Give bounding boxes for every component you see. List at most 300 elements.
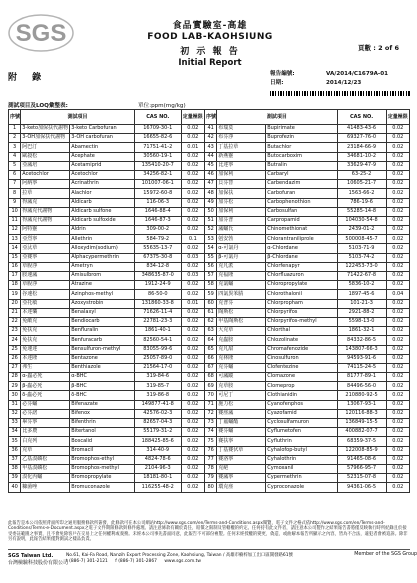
item-cn: 免扶克 <box>21 327 70 336</box>
row-no: 26 <box>9 354 21 363</box>
cas-no-2: 81777-89-1 <box>337 373 386 382</box>
table-row <box>9 299 410 308</box>
loq-2: 0.02 <box>386 299 409 308</box>
row-no: 13 <box>9 235 21 244</box>
item-en-2: Chlorothalonil <box>266 290 337 299</box>
row-no: 30 <box>9 391 21 400</box>
company-address: No.61, Kai-Fa Road, Nanzih Export Processing Zone, Kaohsiung, Taiwan / 高雄市楠梓加工出口區開發路61號 <box>66 553 293 558</box>
row-no-2: 54 <box>205 244 217 253</box>
row-no-2: 74 <box>205 428 217 437</box>
item-cn-2: 賽座滅 <box>217 409 266 418</box>
row-no: 29 <box>9 382 21 391</box>
loq: 0.02 <box>181 180 204 189</box>
cas-no-2: 120116-88-3 <box>337 409 386 418</box>
item-en-2: Butocarboxim <box>266 152 337 161</box>
row-no: 27 <box>9 363 21 372</box>
cas-no: 25057-89-0 <box>134 354 181 363</box>
loq: 0.02 <box>181 391 204 400</box>
loq-summary-label: 測試項目及LOQ彙整表: <box>8 103 68 109</box>
item-cn: δ-蟲必死 <box>21 391 70 400</box>
row-no-2: 57 <box>205 272 217 281</box>
row-no-2: 52 <box>205 226 217 235</box>
table-row <box>9 446 410 455</box>
loq: 0.02 <box>181 428 204 437</box>
item-cn-2: 丁基拉草 <box>217 143 266 152</box>
item-en-2: Cypermethrin <box>266 474 337 483</box>
loq-2: 0.02 <box>386 152 409 161</box>
row-no-2: 58 <box>205 281 217 290</box>
item-en-2: Butralin <box>266 161 337 170</box>
report-meta <box>270 70 388 88</box>
loq: 0.02 <box>181 262 204 271</box>
row-no: 15 <box>9 253 21 262</box>
item-en: Atrazine <box>70 281 135 290</box>
loq: 0.02 <box>181 207 204 216</box>
item-cn: 弗生 <box>21 363 70 372</box>
loq-2: 0.02 <box>386 143 409 152</box>
item-en: Allethrin <box>70 235 135 244</box>
item-cn-2: 加芬松 <box>217 198 266 207</box>
cas-no-2: 400882-07-7 <box>337 428 386 437</box>
item-en: Alloxydim(sodium) <box>70 244 135 253</box>
item-en: Ametryn <box>70 262 135 271</box>
item-cn: 得滅克 <box>21 198 70 207</box>
cas-no: 55179-31-2 <box>134 428 181 437</box>
col-header-no: 序號 <box>9 110 21 125</box>
loq-2: 0.02 <box>386 170 409 179</box>
table-row <box>9 198 410 207</box>
table-row <box>9 262 410 271</box>
row-no-2: 78 <box>205 464 217 473</box>
item-en: Bifenox <box>70 409 135 418</box>
footer-company <box>8 553 68 566</box>
row-no-2: 44 <box>205 152 217 161</box>
item-en-2: Carbofuran <box>266 189 337 198</box>
item-cn-2: 丁基賽伏草 <box>217 446 266 455</box>
row-no-2: 41 <box>205 125 217 134</box>
cas-no-2: 13067-93-1 <box>337 400 386 409</box>
item-cn: 糠菌唑 <box>21 483 70 492</box>
item-cn: β-蟲必死 <box>21 382 70 391</box>
loq-2: 0.02 <box>386 382 409 391</box>
cas-no-2: 2439-01-2 <box>337 226 386 235</box>
table-row <box>9 363 410 372</box>
table-row <box>9 336 410 345</box>
loq: 0.01 <box>181 299 204 308</box>
disclaimer-text: 此報告是本公司依照背面所印之通用服務條款所簽發，此條款可在本公司網站http://www.sgs.com/en/Terms-and-Conditions.aspx閱覽，電子文件之格式依http://www.sgs.com/en/Terms-and-Conditions/Terms-e-Document.aspx之電子文件期限條款與條件處理。請注意條款有關於責任、賠償之限制及管轄權的約定。任何持有此文件者，請注意本公司製作之結果報告書將僅反映執行時所紀錄且於接受委託範圍之事實，且不會免除客戶在交易上之任何權利或義務。未經本公司事先書面同意，此報告不可部份複製。任何未經授權的變更、偽造、或曲解本報告所顯示之內容，皆為不合法，違犯者會被追訴。除非另有說明，此報告結果僅對測試之樣品負責。 <box>8 521 408 543</box>
cas-no-2: 55285-14-8 <box>337 207 386 216</box>
loq-2: 0.02 <box>386 262 409 271</box>
cas-no-2: 104030-54-8 <box>337 216 386 225</box>
item-en-2: Carbophenothion <box>266 198 337 207</box>
item-cn-2: 克蟲胺 <box>217 336 266 345</box>
cas-no-2: 1861-32-1 <box>337 327 386 336</box>
cas-no-2: 63-25-2 <box>337 170 386 179</box>
loq-2: 0.02 <box>386 226 409 235</box>
item-cn: Acetochlor <box>21 170 70 179</box>
item-en-2: Buprofezin <box>266 134 337 143</box>
item-en-2: Chloropropylate <box>266 281 337 290</box>
cas-no: 42576-02-3 <box>134 409 181 418</box>
row-no-2: 51 <box>205 216 217 225</box>
cas-no: 34256-82-1 <box>134 170 181 179</box>
cas-no: 15972-60-8 <box>134 189 181 198</box>
cas-no-2: 143807-66-3 <box>337 345 386 354</box>
row-no: 24 <box>9 336 21 345</box>
table-row <box>9 474 410 483</box>
item-en: α-BHC <box>70 373 135 382</box>
loq-2: 0.02 <box>386 446 409 455</box>
table-row <box>9 290 410 299</box>
item-en: Acrinathrin <box>70 180 135 189</box>
cas-no: 319-84-6 <box>134 373 181 382</box>
item-en-2: Cyfluthrin <box>266 437 337 446</box>
item-en-2: Chlorfluazuron <box>266 272 337 281</box>
row-no: 9 <box>9 198 21 207</box>
col-header-item: 測試項目 <box>21 110 135 125</box>
loq: 0.02 <box>181 281 204 290</box>
loq-2: 0.02 <box>386 189 409 198</box>
cas-no: 30560-19-1 <box>134 152 181 161</box>
item-cn: 阿納寧 <box>21 180 70 189</box>
row-no-2: 42 <box>205 134 217 143</box>
cas-no: 67375-30-8 <box>134 253 181 262</box>
loq: 0.02 <box>181 152 204 161</box>
loq: 0.02 <box>181 161 204 170</box>
loq: 0.01 <box>181 143 204 152</box>
row-no: 32 <box>9 409 21 418</box>
item-cn-2: 新燕靈 <box>217 152 266 161</box>
table-row <box>9 419 410 428</box>
item-cn: 亞汰草 <box>21 244 70 253</box>
item-cn: 本達樂 <box>21 308 70 317</box>
row-no: 39 <box>9 474 21 483</box>
loq: 0.02 <box>181 345 204 354</box>
cas-no: 319-85-7 <box>134 382 181 391</box>
row-no: 35 <box>9 437 21 446</box>
item-cn-2: 滅蟎氏 <box>217 226 266 235</box>
row-no-2: 66 <box>205 354 217 363</box>
item-en-2: Clothianidin <box>266 391 337 400</box>
item-en: Bifenazate <box>70 400 135 409</box>
row-no: 21 <box>9 308 21 317</box>
item-en: Bromacil <box>70 446 135 455</box>
item-en: Acetochlor <box>70 170 135 179</box>
item-en-2: α-Chlordane <box>266 244 337 253</box>
item-en-2: Cyproconazole <box>266 483 337 492</box>
row-no: 31 <box>9 400 21 409</box>
loq: 0.02 <box>181 373 204 382</box>
col-header-item-2: 測試項目 <box>217 110 337 125</box>
item-cn-2: 比達寧 <box>217 161 266 170</box>
table-row <box>9 308 410 317</box>
row-no-2: 49 <box>205 198 217 207</box>
loq-2: 0.02 <box>386 244 409 253</box>
cas-no-2: 34681-10-2 <box>337 152 386 161</box>
row-no: 3 <box>9 143 21 152</box>
loq-2: 0.02 <box>386 327 409 336</box>
item-cn-2: α-可氯丹 <box>217 244 266 253</box>
row-no: 2 <box>9 134 21 143</box>
loq-2: 0.02 <box>386 336 409 345</box>
company-website[interactable]: www.sgs.com.tw <box>164 558 201 564</box>
item-cn: 胺速滅 <box>21 272 70 281</box>
item-cn: 亞烈寧 <box>21 235 70 244</box>
item-cn-2: 加保扶 <box>217 189 266 198</box>
row-no: 1 <box>9 125 21 134</box>
table-row <box>9 409 410 418</box>
table-row <box>9 354 410 363</box>
item-en: Acephate <box>70 152 135 161</box>
cas-no: 1912-24-9 <box>134 281 181 290</box>
col-header-cas: CAS NO. <box>134 110 181 125</box>
cas-no-2: 23184-66-9 <box>337 143 386 152</box>
item-en: Boscalid <box>70 437 135 446</box>
loq: 0.02 <box>181 400 204 409</box>
row-no: 25 <box>9 345 21 354</box>
item-en: δ-BHC <box>70 391 135 400</box>
item-en-2: Cymoxanil <box>266 464 337 473</box>
cas-no: 584-79-2 <box>134 235 181 244</box>
item-cn: 免敵克 <box>21 317 70 326</box>
item-en: Bromopropylate <box>70 474 135 483</box>
cas-no-2: 786-19-6 <box>337 198 386 207</box>
item-en: Aldicarb <box>70 198 135 207</box>
cas-no: 2104-96-3 <box>134 464 181 473</box>
row-no: 28 <box>9 373 21 382</box>
row-no-2: 76 <box>205 446 217 455</box>
cas-no: 55635-13-7 <box>134 244 181 253</box>
company-fax: f (886-7) 301-2867 <box>115 558 157 564</box>
loq-2: 0.02 <box>386 317 409 326</box>
item-en-2: Cyazofamid <box>266 409 337 418</box>
item-en: Alphacypermethrin <box>70 253 135 262</box>
loq-2: 0.02 <box>386 428 409 437</box>
item-cn-2: 克林隆 <box>217 354 266 363</box>
item-en: Azinphos-methyl <box>70 290 135 299</box>
item-en-2: Chinomethionat <box>266 226 337 235</box>
loq-2: 0.02 <box>386 363 409 372</box>
table-row <box>9 161 410 170</box>
item-en-2: Chlorfenapyr <box>266 262 337 271</box>
item-en: Benthiazole <box>70 363 135 372</box>
cas-no-2: 41483-43-6 <box>337 125 386 134</box>
loq-table <box>8 109 410 493</box>
item-cn: 亞賽寧 <box>21 253 70 262</box>
loq-2: 0.02 <box>386 207 409 216</box>
row-no-2: 45 <box>205 161 217 170</box>
table-row <box>9 345 410 354</box>
row-no-2: 56 <box>205 262 217 271</box>
item-cn-2: 可尼丁 <box>217 391 266 400</box>
item-cn: 畢芬寧 <box>21 419 70 428</box>
item-en-2: Cyhalofop-butyl <box>266 446 337 455</box>
item-cn-2: 陶斯松 <box>217 308 266 317</box>
item-cn-2: 可滅蹤 <box>217 373 266 382</box>
cas-no-2: 1563-66-2 <box>337 189 386 198</box>
title-cn: 食品實驗室-高雄 <box>172 21 248 31</box>
loq: 0.02 <box>181 226 204 235</box>
table-row <box>9 455 410 464</box>
item-cn: 克草 <box>21 446 70 455</box>
row-no-2: 72 <box>205 409 217 418</box>
sgs-logo <box>8 14 74 52</box>
cas-no-2: 52315-07-8 <box>337 474 386 483</box>
item-en-2: Chlorpyrifos-methyl <box>266 317 337 326</box>
item-en: Azoxystrobin <box>70 299 135 308</box>
table-row <box>9 382 410 391</box>
item-en: Benalaxyl <box>70 308 135 317</box>
cas-no: 71626-11-4 <box>134 308 181 317</box>
item-en-2: Chlorantraniliprole <box>266 235 337 244</box>
item-cn-2: 貝芬替 <box>217 180 266 189</box>
row-no: 12 <box>9 226 21 235</box>
row-no: 17 <box>9 272 21 281</box>
cas-no: 1646-87-3 <box>134 216 181 225</box>
cas-no: 314-40-9 <box>134 446 181 455</box>
cas-no-2: 10605-21-7 <box>337 180 386 189</box>
loq-2: 0.02 <box>386 437 409 446</box>
row-no-2: 80 <box>205 483 217 492</box>
item-cn: 草脫淨 <box>21 262 70 271</box>
row-no: 19 <box>9 290 21 299</box>
item-cn: 必芬蟎 <box>21 400 70 409</box>
loq: 0.02 <box>181 455 204 464</box>
loq-2: 0.02 <box>386 373 409 382</box>
report-type-cn: 初 示 報 告 <box>180 47 240 57</box>
cas-no: 1861-40-1 <box>134 327 181 336</box>
company-name-cn: 台灣檢驗科技股份有限公司 <box>8 560 69 566</box>
row-no: 37 <box>9 455 21 464</box>
table-row <box>9 152 410 161</box>
table-row <box>9 189 410 198</box>
table-row <box>9 207 410 216</box>
cas-no: 22781-23-3 <box>134 317 181 326</box>
cas-no-2: 500008-45-7 <box>337 235 386 244</box>
table-row <box>9 226 410 235</box>
cas-no-2: 94593-91-6 <box>337 354 386 363</box>
loq: 0.02 <box>181 244 204 253</box>
loq-2: 0.04 <box>386 290 409 299</box>
item-en-2: Chromafenozide <box>266 345 337 354</box>
row-no-2: 55 <box>205 253 217 262</box>
col-header-cas-2: CAS NO. <box>337 110 386 125</box>
item-cn: 溴化丙蟎 <box>21 474 70 483</box>
item-en: 3-keto Carbofuran <box>70 125 135 134</box>
cas-no: 16655-82-6 <box>134 134 181 143</box>
loq-2: 0.02 <box>386 419 409 428</box>
item-cn-2: 克芬蟎 <box>217 363 266 372</box>
item-cn: 甲基溴磷松 <box>21 464 70 473</box>
loq: 0.02 <box>181 354 204 363</box>
cas-no-2: 71422-67-8 <box>337 272 386 281</box>
loq-2: 0.02 <box>386 409 409 418</box>
item-en: Benfuracarb <box>70 336 135 345</box>
row-no: 34 <box>9 428 21 437</box>
item-cn: 必芬諾 <box>21 409 70 418</box>
cas-no: 348635-87-0 <box>134 272 181 281</box>
loq-2: 0.02 <box>386 474 409 483</box>
item-cn: 歐殺松 <box>21 152 70 161</box>
cas-no: 86-50-0 <box>134 290 181 299</box>
item-cn: 乙基溴磷松 <box>21 455 70 464</box>
row-no: 6 <box>9 170 21 179</box>
item-cn: 比多農 <box>21 428 70 437</box>
row-no-2: 59 <box>205 290 217 299</box>
loq: 0.02 <box>181 308 204 317</box>
row-no-2: 64 <box>205 336 217 345</box>
item-cn-2: 賽芬蟎 <box>217 428 266 437</box>
cas-no-2: 5103-74-2 <box>337 253 386 262</box>
item-en-2: Bupirimate <box>266 125 337 134</box>
loq: 0.02 <box>181 437 204 446</box>
item-cn-2: 賽滅寧 <box>217 474 266 483</box>
loq: 0.02 <box>181 446 204 455</box>
item-cn: 得滅克代謝物 <box>21 207 70 216</box>
cas-no-2: 94361-06-5 <box>337 483 386 492</box>
item-cn-2: 加芬普 <box>217 216 266 225</box>
table-row <box>9 125 410 134</box>
loq-2: 0.02 <box>386 455 409 464</box>
item-en: Aldrin <box>70 226 135 235</box>
cas-no: 309-00-2 <box>134 226 181 235</box>
loq-2: 0.02 <box>386 400 409 409</box>
cas-no-2: 69327-76-0 <box>337 134 386 143</box>
loq: 0.02 <box>181 134 204 143</box>
cas-no-2: 210880-92-5 <box>337 391 386 400</box>
loq: 0.02 <box>181 125 204 134</box>
loq-2: 0.02 <box>386 125 409 134</box>
item-en: Abamectin <box>70 143 135 152</box>
report-no: VA/2014/C1679A-01 <box>326 71 389 77</box>
item-cn-2: 加保利 <box>217 207 266 216</box>
item-en-2: Butachlor <box>266 143 337 152</box>
cas-no: 16709-30-1 <box>134 125 181 134</box>
cas-no: 4824-78-6 <box>134 455 181 464</box>
item-cn: 阿巴汀 <box>21 143 70 152</box>
date-label: 日期: <box>270 80 284 86</box>
loq-2: 0.02 <box>386 235 409 244</box>
table-row <box>9 428 410 437</box>
loq-2: 0.02 <box>386 180 409 189</box>
loq-2: 0.02 <box>386 281 409 290</box>
col-header-loq-2: 定量極限 <box>386 110 409 125</box>
item-en: Bifenthrin <box>70 419 135 428</box>
cas-no-2: 1897-45-6 <box>337 290 386 299</box>
cas-no: 21564-17-0 <box>134 363 181 372</box>
item-en-2: Clomazone <box>266 373 337 382</box>
table-header-row <box>9 110 410 125</box>
item-en-2: Clofentezine <box>266 363 337 372</box>
cas-no-2: 5836-10-2 <box>337 281 386 290</box>
row-no: 40 <box>9 483 21 492</box>
item-cn-2: 克福隆 <box>217 272 266 281</box>
row-no-2: 43 <box>205 143 217 152</box>
row-no-2: 65 <box>205 345 217 354</box>
row-no: 7 <box>9 180 21 189</box>
loq: 0.1 <box>181 235 204 244</box>
cas-no-2: 5103-71-9 <box>337 244 386 253</box>
loq: 0.02 <box>181 170 204 179</box>
item-en-2: Carbendazim <box>266 180 337 189</box>
item-en-2: Chlozolinate <box>266 336 337 345</box>
table-row <box>9 327 410 336</box>
table-row <box>9 483 410 492</box>
item-cn-2: 環克座 <box>217 483 266 492</box>
row-no: 23 <box>9 327 21 336</box>
item-cn: 本達隆 <box>21 354 70 363</box>
report-type-en: Initial Report <box>178 58 242 68</box>
